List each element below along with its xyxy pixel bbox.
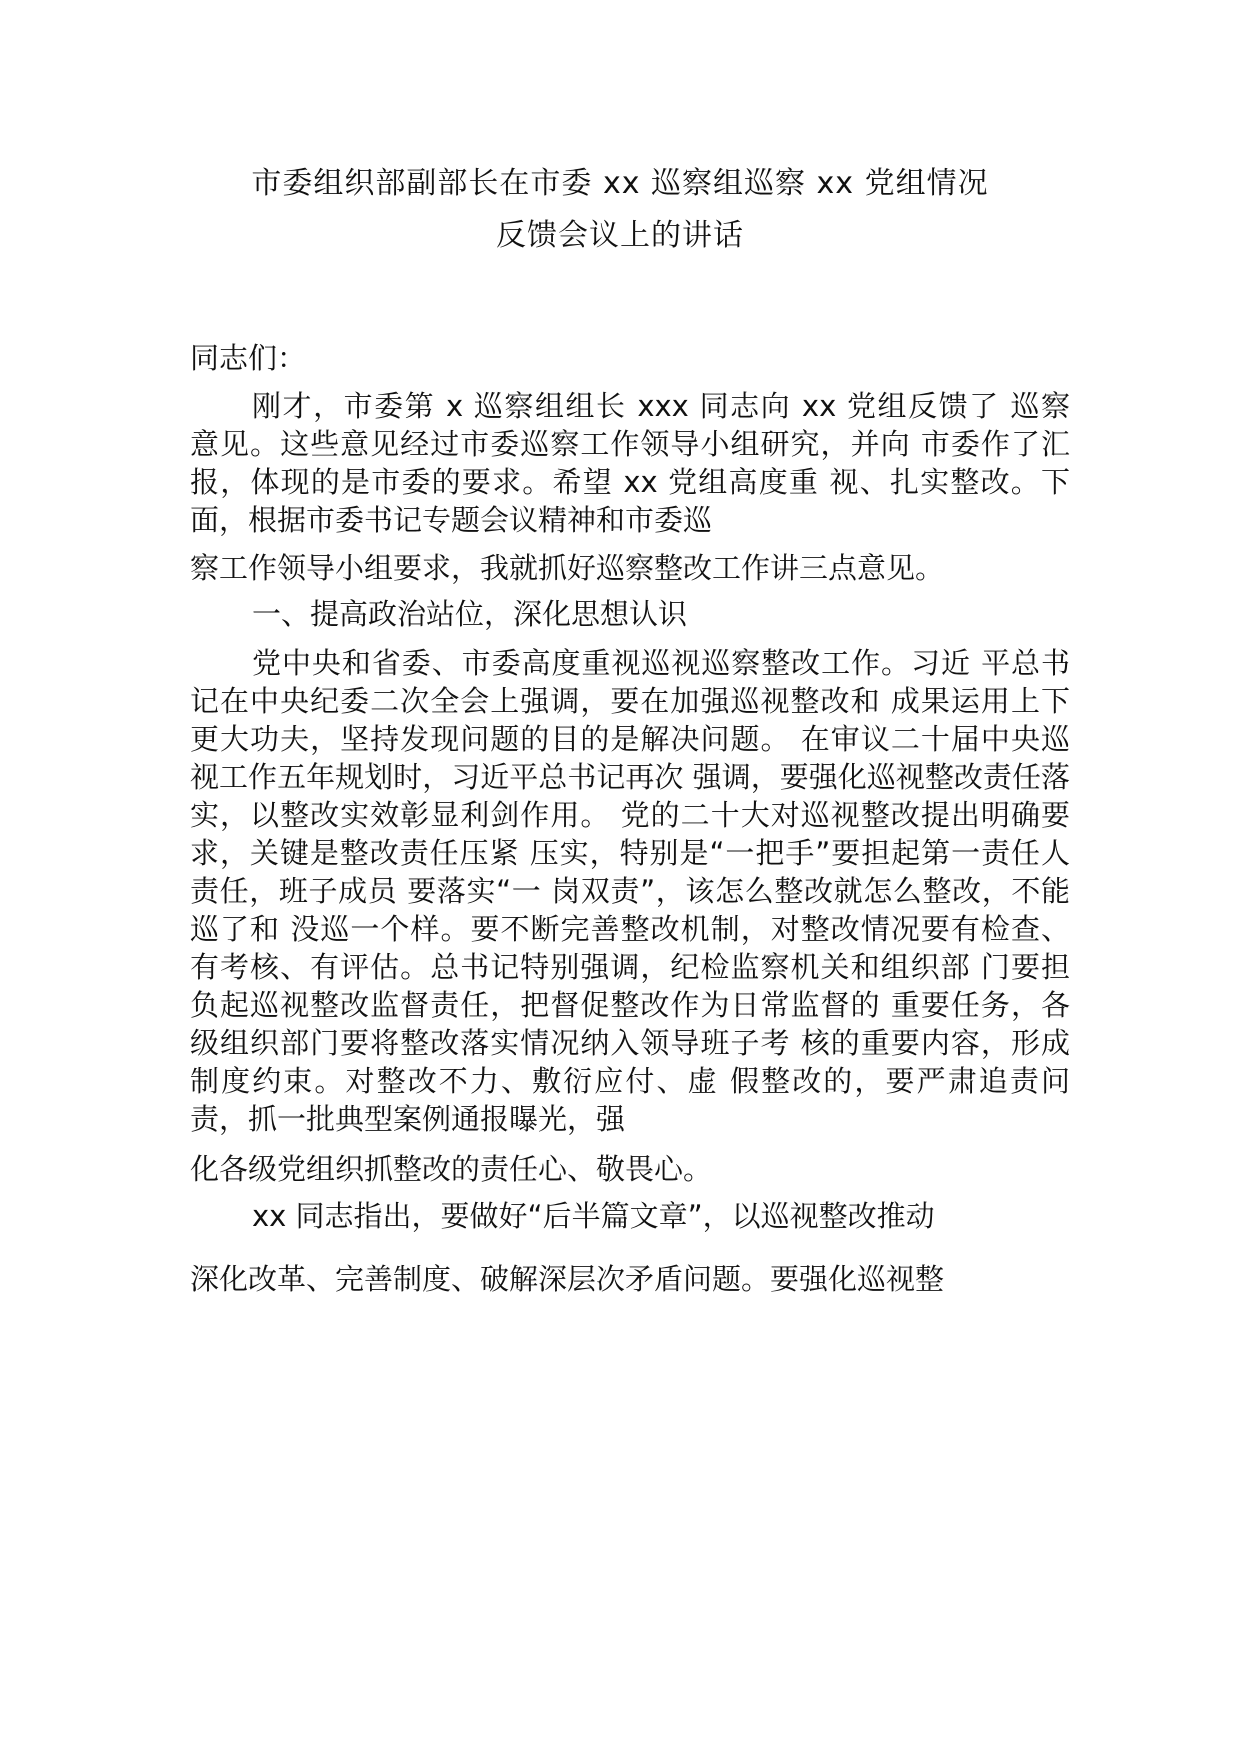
paragraph-2-line: 视工作五年规划时，习近平总书记再次 强调，要强化巡视整改责任落 bbox=[190, 760, 1070, 794]
paragraph-2-line: 级组织部门要将整改落实情况纳入领导班子考 核的重要内容，形成 bbox=[190, 1026, 1070, 1060]
paragraph-2-line: 更大功夫，坚持发现问题的目的是解决问题。 在审议二十届中央巡 bbox=[190, 722, 1070, 756]
paragraph-2-line: 巡了和 没巡一个样。要不断完善整改机制，对整改情况要有检查、 bbox=[190, 912, 1070, 946]
paragraph-2-line: 负起巡视整改监督责任，把督促整改作为日常监督的 重要任务，各 bbox=[190, 988, 1070, 1022]
paragraph-2-line: 有考核、有评估。总书记特别强调，纪检监察机关和组织部 门要担 bbox=[190, 950, 1070, 984]
paragraph-3-line: xx 同志指出，要做好“后半篇文章”，以巡视整改推动 bbox=[252, 1199, 935, 1233]
paragraph-2-line: 记在中央纪委二次全会上强调，要在加强巡视整改和 成果运用上下 bbox=[190, 684, 1070, 718]
paragraph-1-line: 报，体现的是市委的要求。希望 xx 党组高度重 视、扎实整改。下 bbox=[190, 465, 1070, 499]
salutation: 同志们： bbox=[190, 341, 307, 375]
paragraph-1-line: 意见。这些意见经过市委巡察工作领导小组研究，并向 市委作了汇 bbox=[190, 427, 1070, 461]
section-heading-1: 一、提高政治站位，深化思想认识 bbox=[252, 597, 688, 631]
paragraph-2-line: 化各级党组织抓整改的责任心、敬畏心。 bbox=[190, 1152, 713, 1186]
paragraph-2-line: 求，关键是整改责任压紧 压实，特别是“一把手”要担起第一责任人 bbox=[190, 836, 1070, 870]
paragraph-1-line: 刚才，市委第 x 巡察组组长 xxx 同志向 xx 党组反馈了 巡察 bbox=[252, 389, 1070, 423]
paragraph-2-line: 制度约束。对整改不力、敷衍应付、虚 假整改的，要严肃追责问 bbox=[190, 1064, 1070, 1098]
paragraph-1-line: 面，根据市委书记专题会议精神和市委巡 bbox=[190, 503, 713, 537]
paragraph-2-line: 实，以整改实效彰显利剑作用。 党的二十大对巡视整改提出明确要 bbox=[190, 798, 1070, 832]
paragraph-1-line: 察工作领导小组要求，我就抓好巡察整改工作讲三点意见。 bbox=[190, 551, 945, 585]
paragraph-3-line: 深化改革、完善制度、破解深层次矛盾问题。要强化巡视整 bbox=[190, 1262, 945, 1296]
paragraph-2-line: 责任，班子成员 要落实“一 岗双责”，该怎么整改就怎么整改，不能 bbox=[190, 874, 1070, 908]
document-title-line-2: 反馈会议上的讲话 bbox=[496, 218, 744, 253]
paragraph-2-line: 党中央和省委、市委高度重视巡视巡察整改工作。习近 平总书 bbox=[252, 646, 1070, 680]
document-title-line-1: 市委组织部副部长在市委 xx 巡察组巡察 xx 党组情况 bbox=[251, 166, 989, 201]
paragraph-2-line: 责，抓一批典型案例通报曝光，强 bbox=[190, 1102, 626, 1136]
